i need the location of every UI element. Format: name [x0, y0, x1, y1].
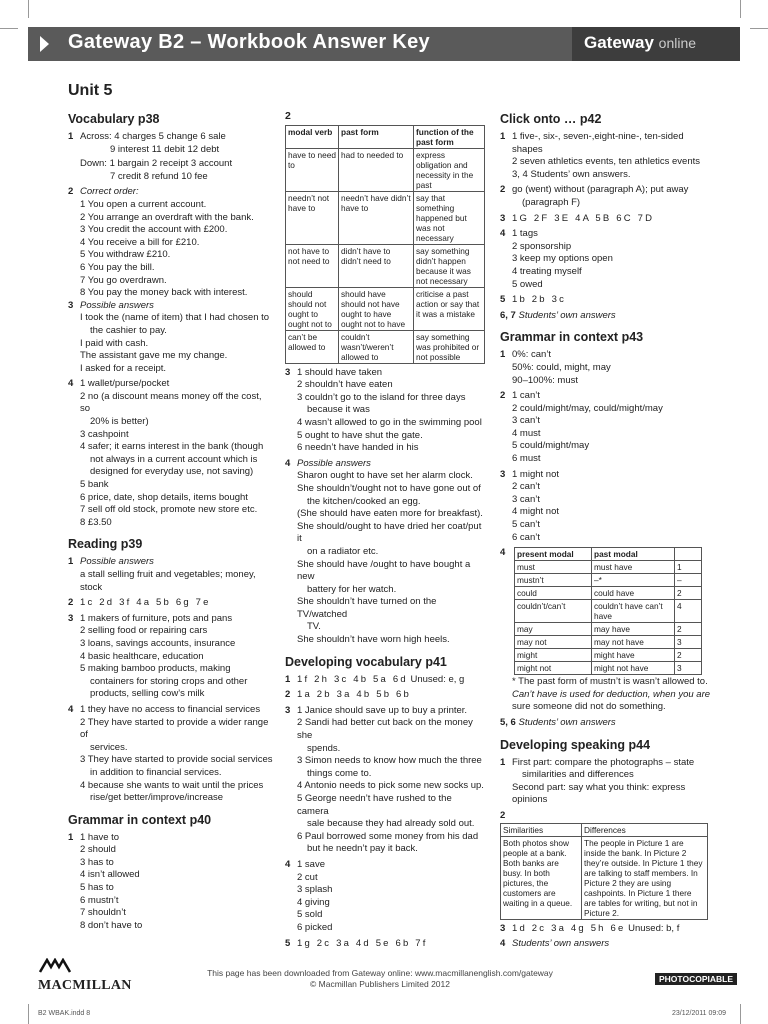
answer-line: (She should have eaten more for breakfast). — [297, 508, 483, 520]
question-5-6 — [500, 717, 712, 730]
answer-line: 2 You arrange an overdraft with the bank. — [80, 211, 254, 223]
answer-line: 4 because she wants to wait until the prices — [80, 779, 264, 791]
table-row — [515, 649, 702, 662]
table-cell: 1 — [675, 561, 702, 574]
answer-line: 8 don’t have to — [80, 919, 143, 931]
file-slug: B2 WBAK.indd 8 — [38, 1010, 91, 1017]
answer-line: rise/get better/improve/increase — [90, 792, 224, 804]
answer-line: but he needn’t pay it back. — [307, 843, 418, 855]
table-cell: can’t be allowed to — [286, 330, 339, 363]
answer-line: 5 could/might/may — [512, 440, 590, 452]
table-cell: could have — [592, 587, 675, 600]
table-header: present modal — [515, 548, 592, 561]
answer-line: similarities and differences — [522, 769, 634, 781]
answer-line: 4 must — [512, 427, 541, 439]
footnote-line: * The past form of mustn’t is wasn’t allowed to. — [512, 676, 708, 688]
answer-line: because it was — [307, 404, 370, 416]
table-row — [286, 191, 485, 244]
question-1: 1 1 have to 2 should 3 has to 4 isn’t allowed 5 has to 6 mustn’t 7 shouldn’t 8 don’t have to — [68, 832, 273, 933]
table-cell: mustn’t — [515, 574, 592, 587]
answer-line: Sharon ought to have set her alarm clock. — [297, 470, 473, 482]
answer-line: 6 picked — [297, 921, 333, 933]
table-cell: criticise a past action or say that it was a mistake — [414, 287, 485, 330]
answer-line: 5 You withdraw £210. — [80, 249, 171, 261]
answer-line: 1 Janice should save up to buy a printer. — [297, 704, 468, 716]
table-cell: say something didn’t happen because it was not necessary — [414, 244, 485, 287]
table-cell: say something was prohibited or not possible — [414, 330, 485, 363]
answer-line: 3 loans, savings accounts, insurance — [80, 637, 236, 649]
table-row — [501, 836, 708, 919]
table-cell: couldn’t have can’t have — [592, 600, 675, 623]
question-3: 3 1G 2F 3E 4A 5B 6C 7D — [500, 213, 712, 226]
question-2: 2 Correct order: 1 You open a current account. 2 You arrange an overdraft with the bank. 3 You credit the account with £200. 4 You receive a bill for £210. 5 You withdraw £210. 6 You pay the bill. 7 You go overdrawn. 8 You pay the money back with interest. — [68, 186, 273, 299]
answer-line: 3 They have started to provide social services — [80, 754, 273, 766]
answer-line: not always in a current account which is — [90, 453, 258, 465]
header-title: Gateway B2 – Workbook Answer Key — [68, 31, 430, 53]
answer-line: 6 mustn’t — [80, 894, 119, 906]
table-header: function of the past form — [414, 125, 485, 148]
answer-line: Students’ own answers — [518, 309, 616, 321]
question-3: 3 1 makers of furniture, pots and pans 2 selling food or repairing cars 3 loans, savings accounts, insurance 4 basic healthcare, education 5 making bamboo products, making containers for storing crops and other products, selling cow’s milk — [68, 613, 273, 701]
logo-main: Gateway — [584, 33, 654, 52]
answer-line: 6 Paul borrowed some money from his dad — [297, 830, 479, 842]
answer-line: 5 has to — [80, 882, 114, 894]
answer-line: Across: 4 charges 5 change 6 sale — [80, 131, 226, 142]
footer-line: © Macmillan Publishers Limited 2012 — [310, 979, 450, 989]
table-cell: – — [675, 574, 702, 587]
answer-line: 2 Sandi had better cut back on the money she — [297, 717, 473, 742]
answer-line: sale because they had already sold out. — [307, 818, 475, 830]
answer-line: 4 wasn’t allowed to go in the swimming pool — [297, 416, 482, 428]
answer-line: 3 You credit the account with £200. — [80, 224, 228, 236]
table-row — [286, 287, 485, 330]
macmillan-mark-icon — [38, 958, 72, 974]
answer-line: in addition to financial services. — [90, 766, 222, 778]
table-cell: should should not ought to ought not to — [286, 287, 339, 330]
answer-line: 5 can’t — [512, 519, 540, 531]
question-1: 1 First part: compare the photographs – state similarities and differences Second part: say what you think: express opinions — [500, 757, 712, 807]
answer-line: 3 has to — [80, 856, 114, 868]
answer-line: 3 cashpoint — [80, 428, 129, 440]
answer-line: 4 safer; it earns interest in the bank (though — [80, 441, 264, 453]
table-cell: 2 — [675, 587, 702, 600]
answer-line: 0%: can’t — [512, 349, 552, 361]
answer-line: 6 must — [512, 453, 541, 465]
footnote-line: sure someone did not do something. — [512, 701, 666, 713]
answer-line: 1 save — [297, 858, 325, 870]
answer-line: 3 can’t — [512, 493, 540, 505]
answer-line: 5 sold — [297, 909, 323, 921]
table-cell: must — [515, 561, 592, 574]
answer-line: 5 bank — [80, 479, 109, 491]
question-3: 3 Possible answers I took the (name of item) that I had chosen to the cashier to pay. I paid with cash. The assistant gave me my change. I asked for a receipt. — [68, 300, 273, 376]
column-1 — [68, 110, 273, 932]
answer-line: products, selling cow’s milk — [90, 688, 205, 700]
answer-line: She shouldn’t have turned on the TV/watched — [297, 596, 437, 620]
table-header: past modal — [592, 548, 675, 561]
question-1: 1 0%: can’t 50%: could, might, may 90–100%: must — [500, 349, 712, 387]
question-label: 2 — [285, 110, 291, 122]
answer-line: She shouldn’t have worn high heels. — [297, 634, 450, 646]
footer-text — [180, 968, 580, 990]
table-row — [515, 623, 702, 636]
date-slug: 23/12/2011 09:09 — [672, 1010, 726, 1017]
question-4: 4 present modal past modal must must have 1 mustn’t –* – could could have 2 couldn’t/can’t couldn’t have can’t have 4 may may have 2 may not may not have 3 might might have 2 might not might not have 3 * The past form of mustn’t is wasn’t allowed to. Can’t have is used for deduction, when you are sure someone did not do something. — [500, 547, 711, 713]
table-cell: 2 — [675, 649, 702, 662]
answer-line: I asked for a receipt. — [80, 362, 167, 374]
question-label: 2 — [500, 809, 506, 821]
section-heading: Reading p39 — [68, 537, 143, 552]
answer-line: 2 no (a discount means money off the cost, so — [80, 390, 262, 415]
answer-line: 5 ought to have shut the gate. — [297, 429, 423, 441]
column-3 — [500, 110, 712, 951]
macmillan-logo — [38, 958, 132, 994]
answer-line: 1 can’t — [512, 390, 540, 402]
unused-note: Unused: b, f — [628, 922, 680, 934]
logo-sub: online — [658, 35, 697, 51]
answer-line: 2 They have started to provide a wider range of — [80, 716, 269, 741]
photocopiable-badge: PHOTOCOPIABLE — [655, 973, 737, 985]
answer-line: 1 tags — [512, 228, 538, 240]
question-3: 3 1 might not 2 can’t 3 can’t 4 might not 5 can’t 6 can’t — [500, 469, 712, 545]
answer-line: 4 You receive a bill for £210. — [80, 236, 200, 248]
crop-mark — [750, 28, 768, 29]
footnote-line: Can’t have is used for deduction, when you are — [512, 688, 711, 700]
gateway-logo — [572, 27, 740, 61]
answer-line: 7 You go overdrawn. — [80, 274, 167, 286]
question-4: 4 1 wallet/purse/pocket 2 no (a discount means money off the cost, so 20% is better) 3 cashpoint 4 safer; it earns interest in the bank (though not always in a current account which is designed for everyday use, not saving) 5 bank 6 price, date, shop details, items bought 7 sell off old stock, promote new store etc. 8 £3.50 — [68, 378, 273, 529]
answer-line: 2 selling food or repairing cars — [80, 625, 208, 637]
question-1: 1 1 five-, six-, seven-,eight-nine-, ten-sided shapes 2 seven athletics events, ten athletics events 3, 4 Students’ own answers. — [500, 131, 712, 181]
answer-intro: Possible answers — [80, 299, 154, 311]
answer-line: 1 should have taken — [297, 366, 383, 378]
answer-line: Students’ own answers — [512, 938, 610, 950]
crop-mark — [28, 0, 29, 18]
table-row — [286, 148, 485, 191]
answer-line: The assistant gave me my change. — [80, 350, 228, 362]
answer-line: 6 You pay the bill. — [80, 261, 155, 273]
answer-line: 1a 2b 3a 4b 5b 6b — [297, 689, 411, 701]
answer-line: I paid with cash. — [80, 337, 149, 349]
answer-line: 8 £3.50 — [80, 516, 112, 528]
answer-intro: Possible answers — [297, 457, 371, 469]
answer-line: 2 shouldn’t have eaten — [297, 379, 393, 391]
section-heading: Grammar in context p40 — [68, 812, 212, 827]
answer-line: 1 makers of furniture, pots and pans — [80, 612, 233, 624]
section-heading: Grammar in context p43 — [500, 330, 644, 345]
similarities-table — [500, 823, 708, 920]
table-cell: 2 — [675, 623, 702, 636]
answer-line: 6 price, date, shop details, items bought — [80, 491, 248, 503]
table-header — [675, 548, 702, 561]
answer-line: the kitchen/cooked an egg. — [307, 495, 421, 507]
answer-line: 1 five-, six-, seven-,eight-nine-, ten-sided shapes — [512, 131, 684, 155]
question-1: 1 Across: 4 charges 5 change 6 sale 9 interest 11 debit 12 debt Down: 1 bargain 2 receipt 3 account 7 credit 8 refund 10 fee — [68, 131, 273, 183]
table-cell: might — [515, 649, 592, 662]
answer-line: 6 needn’t have handed in his — [297, 442, 419, 454]
answer-line: 2 sponsorship — [512, 240, 572, 252]
answer-intro: Correct order: — [80, 186, 139, 198]
question-4: 4 1 they have no access to financial services 2 They have started to provide a wider range of services. 3 They have started to provide social services in addition to financial services. 4 because she wants to wait until the prices rise/get better/improve/increase — [68, 703, 273, 804]
crop-mark — [740, 0, 741, 18]
answer-line: 2 should — [80, 844, 116, 856]
answer-line: 2 seven athletics events, ten athletics events — [512, 156, 700, 168]
answer-line: She shouldn’t/ought not to have gone out of — [297, 482, 481, 494]
table-header: Differences — [582, 823, 708, 836]
question-1: 1 Possible answers a stall selling fruit and vegetables; money, stock — [68, 556, 273, 594]
table-cell: 4 — [675, 600, 702, 623]
answer-line: 1c 2d 3f 4a 5b 6g 7e — [80, 597, 211, 609]
question-3: 3 1 Janice should save up to buy a printer. 2 Sandi had better cut back on the money she spends. 3 Simon needs to know how much the three things come to. 4 Antonio needs to pick some new socks up. 5 George needn’t have rushed to the camera sale because they had already sold out. 6 Paul borrowed some money from his dad but he needn’t pay it back. — [285, 704, 484, 855]
question-4: 4 Students’ own answers — [500, 938, 712, 951]
answer-line: 4 giving — [297, 896, 330, 908]
question-2: 2 1 can’t 2 could/might/may, could/might/may 3 can’t 4 must 5 could/might/may 6 must — [500, 390, 712, 466]
answer-line: 5 owed — [512, 278, 543, 290]
answer-line: the cashier to pay. — [90, 324, 167, 336]
answer-line: 1 have to — [80, 831, 120, 843]
table-cell: didn’t have to didn’t need to — [339, 244, 414, 287]
answer-line: 9 interest 11 debit 12 debt — [110, 143, 220, 155]
table-row — [286, 244, 485, 287]
answer-line: 2 can’t — [512, 481, 540, 493]
column-2 — [285, 110, 485, 950]
answer-line: Down: 1 bargain 2 receipt 3 account — [80, 158, 233, 170]
answer-line: She should/ought to have dried her coat/put it — [297, 520, 482, 545]
table-row — [515, 561, 702, 574]
answer-line: 1 You open a current account. — [80, 198, 207, 210]
table-row — [515, 574, 702, 587]
answer-line: 7 credit 8 refund 10 fee — [110, 170, 208, 182]
table-cell: say that something happened but was not necessary — [414, 191, 485, 244]
answer-line: 4 might not — [512, 506, 559, 518]
unused-note: Unused: e, g — [410, 673, 465, 685]
table-cell: might not have — [592, 662, 675, 675]
table-row — [515, 636, 702, 649]
answer-line: 7 sell off old stock, promote new store etc. — [80, 504, 258, 516]
section-heading: Developing speaking p44 — [500, 737, 651, 752]
table-cell: –* — [592, 574, 675, 587]
answer-intro: Possible answers — [80, 556, 154, 568]
table-cell: must have — [592, 561, 675, 574]
answer-line: on a radiator etc. — [307, 545, 379, 557]
crop-mark — [0, 28, 18, 29]
section-heading: Click onto … p42 — [500, 112, 602, 126]
answer-line: things come to. — [307, 767, 372, 779]
question-1: 1 1f 2h 3c 4b 5a 6d Unused: e, g — [285, 673, 465, 685]
answer-line: She should have /ought to have bought a new — [297, 558, 471, 583]
answer-line: 1G 2F 3E 4A 5B 6C 7D — [512, 212, 655, 224]
table-row — [286, 330, 485, 363]
section-heading: Developing vocabulary p41 — [285, 654, 447, 669]
header-bar — [28, 27, 740, 61]
answer-line: 1b 2b 3c — [512, 294, 567, 306]
answer-line: 1 might not — [512, 468, 559, 480]
table-row — [515, 587, 702, 600]
table-cell: may have — [592, 623, 675, 636]
answer-line: services. — [90, 741, 128, 753]
answer-line: 4 isn’t allowed — [80, 869, 140, 881]
question-6-7 — [500, 310, 712, 323]
answer-line: battery for her watch. — [307, 583, 397, 595]
answer-line: 50%: could, might, may — [512, 361, 611, 373]
arrow-icon — [40, 36, 49, 52]
table-cell: had to needed to — [339, 148, 414, 191]
table-cell: needn’t not have to — [286, 191, 339, 244]
answer-line: 3 can’t — [512, 415, 540, 427]
question-label: 6, 7 — [500, 309, 516, 321]
table-cell: 3 — [675, 662, 702, 675]
table-cell: not have to not need to — [286, 244, 339, 287]
table-cell: have to need to — [286, 148, 339, 191]
table-cell: should have should not have ought to have ought not to have — [339, 287, 414, 330]
answer-line: 3, 4 Students’ own answers. — [512, 168, 631, 180]
answer-line: 1d 2c 3a 4g 5h 6e — [512, 922, 626, 934]
answer-line: 5 making bamboo products, making — [80, 663, 231, 675]
table-cell: may not — [515, 636, 592, 649]
table-cell: might have — [592, 649, 675, 662]
publisher-name: MACMILLAN — [38, 978, 132, 993]
answer-line: 4 treating myself — [512, 265, 582, 277]
answer-line: Second part: say what you think: express opinions — [512, 781, 686, 806]
answer-line: 8 You pay the money back with interest. — [80, 287, 248, 299]
table-cell: Both photos show people at a bank. Both banks are busy. In both pictures, the customers are waiting in a queue. — [501, 836, 582, 919]
table-cell: The people in Picture 1 are inside the bank. In Picture 2 they’re outside. In Picture 1 they are talking to staff members. In Picture 2 they are using cashpoints. In Picture 1 there are tables for writing, but not in Picture 2. — [582, 836, 708, 919]
answer-line: 20% is better) — [90, 416, 149, 428]
answer-line: 3 keep my options open — [512, 253, 613, 265]
answer-line: containers for storing crops and other — [90, 675, 248, 687]
question-5: 5 1b 2b 3c — [500, 294, 712, 307]
crop-mark — [28, 1004, 29, 1024]
table-header: modal verb — [286, 125, 339, 148]
answer-line: 1f 2h 3c 4b 5a 6d — [297, 673, 408, 685]
answer-line: 2 cut — [297, 871, 318, 883]
question-3: 3 1d 2c 3a 4g 5h 6e Unused: b, f — [500, 922, 680, 934]
answer-line: 1 wallet/purse/pocket — [80, 378, 170, 390]
question-2: 2 1c 2d 3f 4a 5b 6g 7e — [68, 597, 273, 610]
question-4: 4 1 save 2 cut 3 splash 4 giving 5 sold 6 picked — [285, 859, 485, 935]
footer-line: This page has been downloaded from Gateway online: www.macmillanenglish.com/gateway — [207, 968, 553, 978]
modal-table — [285, 125, 485, 364]
answer-line: 3 couldn’t go to the island for three days — [297, 391, 466, 403]
answer-line: Students’ own answers — [518, 717, 616, 728]
table-cell: express obligation and necessity in the past — [414, 148, 485, 191]
answer-line: 3 splash — [297, 884, 333, 896]
table-cell: may — [515, 623, 592, 636]
answer-line: First part: compare the photographs – state — [512, 756, 695, 768]
table-cell: needn’t have didn’t have to — [339, 191, 414, 244]
question-5: 5 1g 2c 3a 4d 5e 6b 7f — [285, 938, 485, 951]
unit-title: Unit 5 — [68, 82, 113, 99]
question-4: 4 Possible answers Sharon ought to have set her alarm clock. She shouldn’t/ought not to have gone out of the kitchen/cooked an egg. (She should have eaten more for breakfast). She should/ought to have dried her coat/put it on a radiator etc. She should have /ought to have bought a new battery for her watch. She shouldn’t have turned on the TV/watched TV. She shouldn’t have worn high heels. — [285, 458, 485, 647]
answer-line: a stall selling fruit and vegetables; money, stock — [80, 569, 256, 593]
question-label: 5, 6 — [500, 717, 516, 728]
table-header: Similarities — [501, 823, 582, 836]
modal-deduction-table — [514, 547, 702, 675]
table-cell: couldn’t wasn’t/weren’t allowed to — [339, 330, 414, 363]
answer-line: TV. — [307, 621, 321, 633]
crop-mark — [740, 1004, 741, 1024]
question-2: 2 1a 2b 3a 4b 5b 6b — [285, 689, 485, 702]
answer-line: 2 could/might/may, could/might/may — [512, 402, 663, 414]
table-cell: might not — [515, 662, 592, 675]
answer-line: 4 basic healthcare, education — [80, 650, 204, 662]
question-2: 2 go (went) without (paragraph A); put away (paragraph F) — [500, 184, 712, 209]
answer-line: 1 they have no access to financial services — [80, 703, 261, 715]
answer-line: 3 Simon needs to know how much the three — [297, 755, 482, 767]
answer-line: 90–100%: must — [512, 374, 579, 386]
answer-line: 1g 2c 3a 4d 5e 6b 7f — [297, 937, 428, 949]
answer-line: spends. — [307, 742, 341, 754]
table-header: past form — [339, 125, 414, 148]
table-cell: may not have — [592, 636, 675, 649]
section-heading: Vocabulary p38 — [68, 112, 160, 126]
table-cell: could — [515, 587, 592, 600]
question-3: 3 1 should have taken 2 shouldn’t have eaten 3 couldn’t go to the island for three days because it was 4 wasn’t allowed to go in the swimming pool 5 ought to have shut the gate. 6 needn’t have handed in his — [285, 367, 485, 455]
table-cell: 3 — [675, 636, 702, 649]
question-4: 4 1 tags 2 sponsorship 3 keep my options open 4 treating myself 5 owed — [500, 228, 712, 291]
answer-line: go (went) without (paragraph A); put away — [512, 184, 689, 196]
answer-line: (paragraph F) — [522, 196, 581, 208]
table-cell: couldn’t/can’t — [515, 600, 592, 623]
table-row — [515, 600, 702, 623]
answer-line: designed for everyday use, not saving) — [90, 466, 254, 478]
answer-line: 5 George needn’t have rushed to the camera — [297, 793, 452, 817]
answer-line: 7 shouldn’t — [80, 907, 126, 919]
answer-line: 6 can’t — [512, 531, 540, 543]
answer-line: 4 Antonio needs to pick some new socks up. — [297, 780, 484, 792]
answer-line: I took the (name of item) that I had chosen to — [80, 312, 270, 324]
table-row — [515, 662, 702, 675]
